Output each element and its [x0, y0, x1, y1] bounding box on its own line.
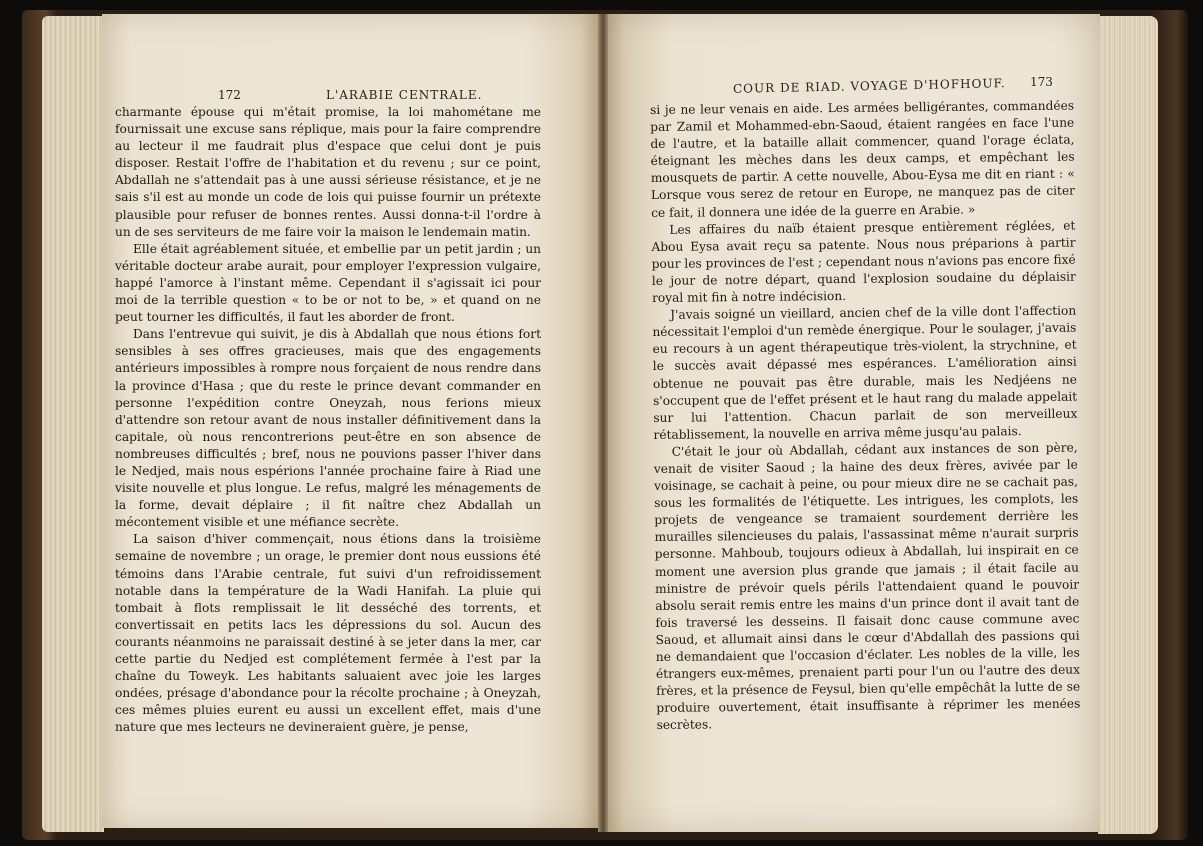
right-running-header: COUR DE RIAD. VOYAGE D'HOFHOUF. — [732, 76, 1006, 96]
right-page-number: 173 — [1030, 75, 1053, 89]
paragraph: Elle était agréablement située, et embellie par un petit jardin ; un véritable docteur arabe aurait, pour employer l'expression vulgaire, happé l'amorce à l'instant même. Cependant il s'agissait ici pour moi de la terrible question « to be or not to be, » et quand on ne peut tourner les difficultés, il faut les aborder de front. — [115, 241, 542, 325]
paragraph: La saison d'hiver commençait, nous étions dans la troisième semaine de novembre ; un orage, le premier dont nous eussions été témoins dans l'Arabie centrale, fut suivi d'un refroidissement notable dans la température de la Wadi Hanifah. La pluie qui tombait à flots remplissait le lit desséché des torrents, et convertissait en petits lacs les dépressions du sol. Aucun des courants néanmoins ne paraissait destiné à se jeter dans la mer, car cette partie du Nedjed est complétement fermée à l'est par la chaîne du Toweyk. Les habitants saluaient avec joie les larges ondées, présage d'abondance pour la récolte prochaine ; à Oneyzah, ces mêmes pluies eurent eu aussi un excellent effet, mais d'une nature que mes lecteurs ne devineraient guère, je pense, — [115, 532, 541, 735]
paragraph: Les affaires du naïb étaient presque entièrement réglées, et Abou Eysa avait reçu sa patente. Nous nous préparions à partir pour les provinces de l'est ; cependant nous n'avions pas encore fixé le jour de notre départ, quand l'explosion soudaine du déplaisir royal mit fin à notre indécision. — [651, 218, 1076, 306]
right-page-body — [650, 98, 1081, 735]
paragraph: C'était le jour où Abdallah, cédant aux instances de son père, venait de visiter Saoud ; la haine des deux frères, avivée par le voisinage, se cachait à peine, ou pour mieux dire ne se cachait pas, sous les formalités de l'étiquette. Les intrigues, les complots, les projets de vengeance se tramaient sourdement derrière les murailles silencieuses du palais, l'assassinat même n'aurait surpris personne. Mahboub, toujours odieux à Abdallah, lui inspirait en ce moment une aversion plus grande que jamais ; il était facile au ministre de prévoir quels périls l'attendaient quand le pouvoir absolu serait remis entre les mains d'un prince dont il avait tant de fois traversé les desseins. Il faisait donc cause commune avec Saoud, et allumait ainsi dans le cœur d'Abdallah des passions qui ne demandaient que l'occasion d'éclater. Les nobles de la ville, les étrangers eux-mêmes, prenaient parti pour l'un ou l'autre des deux frères, et la présence de Feysul, bien qu'elle empêchât la lutte de se produire ouvertement, était insuffisante à réprimer les menées secrètes. — [653, 440, 1081, 733]
left-page-body — [115, 104, 541, 736]
page-edges-left — [42, 16, 104, 832]
paragraph: charmante épouse qui m'était promise, la loi mahométane me fournissait une excuse sans réplique, mais pour la faire comprendre au lecteur il me faudrait plus d'espace que celui dont je puis disposer. Restait l'offre de l'habitation et du revenu ; sur ce point, Abdallah ne s'attendait pas à une aussi sérieuse résistance, et je ne sais s'il est au monde un code de lois qui puisse fournir un prétexte plausible pour refuser de bonnes rentes. Aussi donna-t-il l'ordre à un de ses serviteurs de me faire voir la maison le lendemain matin. — [115, 105, 541, 239]
paragraph: Dans l'entrevue qui suivit, je dis à Abdallah que nous étions fort sensibles à ses offres gracieuses, mais que des engagements antérieurs impossibles à rompre nous forçaient de nous rendre dans la province d'Hasa ; que du reste le prince devant commander en personne l'expédition contre Oneyzah, nous ferions mieux d'attendre son retour avant de nous installer définitivement dans la capitale, où nous rencontrerions peut-être en son absence de nombreuses difficultés ; bref, nous ne pouvions passer l'hiver dans le Nedjed, mais nous espérions l'année prochaine faire à Riad une visite nouvelle et plus longue. Le refus, malgré les ménagements de la forme, devait déplaire ; il fit naître chez Abdallah un mécontement visible et une méfiance secrète. — [115, 327, 541, 530]
paragraph: si je ne leur venais en aide. Les armées belligérantes, commandées par Zamil et Mohammed-ebn-Saoud, étaient rangées en face l'une de l'autre, et la bataille allait commencer, quand l'orage éclata, éteignant les mèches dans les deux camps, et empêchant les mousquets de partir. A cette nouvelle, Abou-Eysa me dit en riant : « Lorsque vous serez de retour en Europe, ne manquez pas de citer ce fait, il donnera une idée de la guerre en Arabie. » — [650, 98, 1076, 220]
book-gutter — [598, 14, 608, 832]
page-edges-right — [1098, 16, 1158, 834]
paragraph: J'avais soigné un vieillard, ancien chef de la ville dont l'affection nécessitait l'emploi d'un remède énergique. Pour le soulager, j'avais eu recours à un agent thérapeutique très-violent, la strychnine, et le succès avait dépassé mes espérances. L'amélioration ainsi obtenue ne pouvait pas être durable, mais les Nedjéens ne s'occupent que de l'effet présent et le haut rang du malade appelait sur lui l'attention. Chacun parlait de son merveilleux rétablissement, la nouvelle en arriva même jusqu'au palais. — [652, 303, 1078, 442]
left-page-number: 172 — [218, 88, 241, 102]
left-running-header: L'ARABIE CENTRALE. — [326, 88, 483, 102]
